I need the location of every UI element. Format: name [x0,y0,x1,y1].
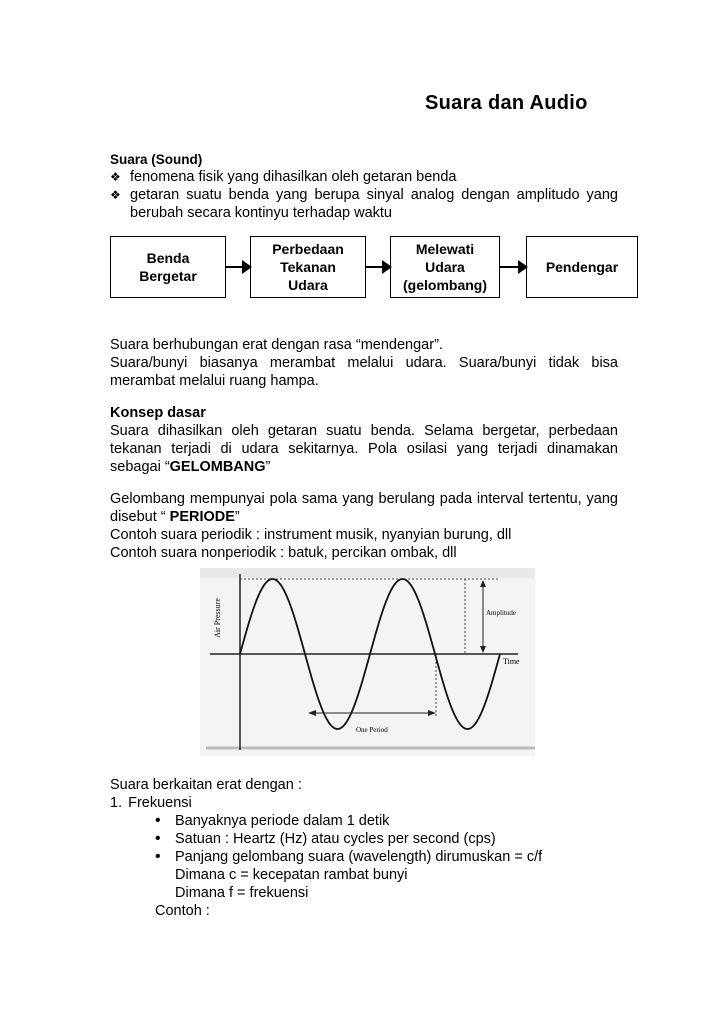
text-fragment: ” [234,509,240,525]
arrow-right-icon [226,266,250,268]
paragraph-line: tekanan terjadi di udara sekitarnya. Pola osilasi yang terjadi dinamakan [110,441,618,457]
diamond-bullet-icon: ❖ [110,170,121,184]
bullet-item-2 [110,186,618,204]
flow-box-pendengar [526,236,638,298]
sub-list-text: Satuan : Heartz (Hz) atau cycles per second (cps) [175,831,496,847]
text-fragment: ” [265,459,271,475]
sub-list-item [155,830,663,848]
bullet-item-1 [110,168,618,186]
text-fragment: disebut “ [110,509,170,525]
diamond-bullet-icon: ❖ [110,188,121,202]
period-label: One Period [356,726,388,734]
paragraph-line [110,458,618,476]
formula-note: Dimana f = frekuensi [175,885,309,901]
text-fragment: sebagai “ [110,459,170,475]
formula-note: Dimana c = kecepatan rambat bunyi [175,867,408,883]
flow-box-perbedaan-tekanan [250,236,366,298]
paragraph-line: Suara/bunyi biasanya merambat melalui udara. Suara/bunyi tidak bisa [110,355,618,371]
section-heading-konsep: Konsep dasar [110,405,206,421]
arrow-right-icon [366,266,390,268]
flow-box-label: Melewati Udara (gelombang) [403,241,487,293]
list-item-label: Frekuensi [128,795,192,811]
paragraph-line: Contoh suara nonperiodik : batuk, percikan ombak, dll [110,545,457,561]
paragraph-line: Gelombang mempunyai pola sama yang berulang pada interval tertentu, yang [110,491,618,507]
flow-box-label: Perbedaan Tekanan Udara [272,241,344,293]
x-axis-label: Time [503,657,520,666]
flow-box-benda-bergetar [110,236,226,298]
list-item-frekuensi [110,794,618,812]
sub-list-text: Banyaknya periode dalam 1 detik [175,813,390,829]
keyword-gelombang: GELOMBANG [169,459,266,475]
paragraph-line: Contoh suara periodik : instrument musik, nyanyian burung, dll [110,527,512,543]
bullet-text-continuation: berubah secara kontinyu terhadap waktu [130,205,392,221]
paragraph-line: merambat melalui ruang hampa. [110,373,319,389]
arrow-right-icon [500,266,526,268]
y-axis-label: Air Pressure [213,598,222,638]
bullet-dot-icon: • [155,848,161,865]
example-label: Contoh : [155,903,210,919]
keyword-periode: PERIODE [169,509,235,525]
list-number: 1. [110,795,123,811]
sub-list-item [155,848,663,866]
flow-box-label: Benda Bergetar [139,250,197,284]
bullet-dot-icon: • [155,812,161,829]
paragraph-line [110,508,618,526]
amplitude-label: Amplitude [486,609,516,617]
bullet-text: fenomena fisik yang dihasilkan oleh getaran benda [130,169,457,185]
paragraph-line: Suara berhubungan erat dengan rasa “mendengar”. [110,337,443,353]
sine-wave-figure [200,568,535,756]
bullet-text: getaran suatu benda yang berupa sinyal analog dengan amplitudo yang [130,187,618,203]
bullet-dot-icon: • [155,830,161,847]
paragraph-line: Suara berkaitan erat dengan : [110,777,302,793]
flow-box-melewati-udara [390,236,500,298]
section-heading-suara: Suara (Sound) [110,152,203,167]
paragraph-line: Suara dihasilkan oleh getaran suatu benda. Selama bergetar, perbedaan [110,423,618,439]
figure-scan-shade [200,568,535,578]
sub-list-item [155,812,663,830]
page-title: Suara dan Audio [425,92,588,114]
sub-list-text: Panjang gelombang suara (wavelength) dirumuskan = c/f [175,849,543,865]
flow-box-label: Pendengar [545,259,619,275]
